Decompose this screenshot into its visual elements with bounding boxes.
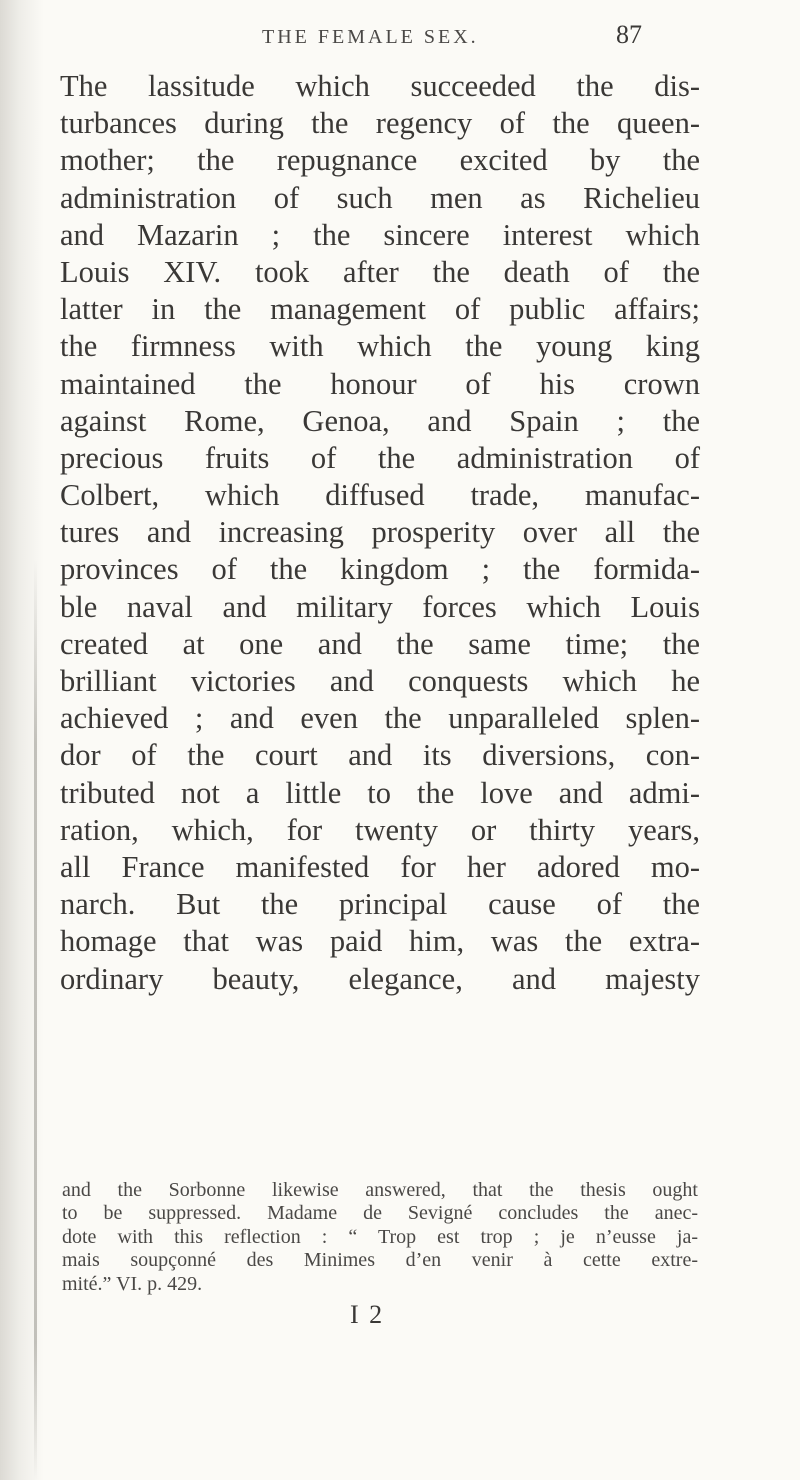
body-line: latter in the management of public affairs; xyxy=(60,292,700,327)
body-line: all France manifested for her adored mo- xyxy=(60,849,700,884)
body-line: narch. But the principal cause of the xyxy=(60,887,700,922)
body-line: turbances during the regency of the queen- xyxy=(60,106,700,141)
body-line: dor of the court and its diversions, con- xyxy=(60,738,700,773)
page-number: 87 xyxy=(616,20,642,49)
body-text xyxy=(60,68,700,998)
body-line: the firmness with which the young king xyxy=(60,329,700,364)
body-line: tures and increasing prosperity over all the xyxy=(60,515,700,550)
body-line: homage that was paid him, was the extra- xyxy=(60,924,700,959)
body-line: ration, which, for twenty or thirty years, xyxy=(60,812,700,847)
body-line: against Rome, Genoa, and Spain ; the xyxy=(60,403,700,438)
body-line: maintained the honour of his crown xyxy=(60,366,700,401)
body-line: precious fruits of the administration of xyxy=(60,440,700,475)
body-line: ble naval and military forces which Louis xyxy=(60,589,700,624)
body-line: ordinary beauty, elegance, and majesty xyxy=(60,961,700,996)
body-line: Colbert, which diffused trade, manufac- xyxy=(60,478,700,513)
body-line: provinces of the kingdom ; the formida- xyxy=(60,552,700,587)
signature-mark: I 2 xyxy=(350,1300,385,1329)
page-gutter-shadow xyxy=(0,0,44,1480)
body-line: administration of such men as Richelieu xyxy=(60,180,700,215)
footnote-line: mais soupçonné des Minimes d’en venir à cette extre- xyxy=(62,1249,698,1272)
body-line: Louis XIV. took after the death of the xyxy=(60,254,700,289)
body-line: and Mazarin ; the sincere interest which xyxy=(60,217,700,252)
footnote-line: dote with this reflection : “ Trop est trop ; je n’eusse ja- xyxy=(62,1225,698,1248)
footnote xyxy=(62,1179,698,1296)
body-line: brilliant victories and conquests which he xyxy=(60,664,700,698)
body-line: mother; the repugnance excited by the xyxy=(60,143,700,178)
footnote-line: and the Sorbonne likewise answered, that the thesis ought xyxy=(62,1179,698,1201)
gutter-edge-line xyxy=(34,560,37,1480)
footnote-line: to be suppressed. Madame de Sevigné concludes the anec- xyxy=(62,1202,698,1225)
body-line: tributed not a little to the love and admi- xyxy=(60,775,700,810)
body-line: created at one and the same time; the xyxy=(60,626,700,661)
running-head-title: THE FEMALE SEX. xyxy=(262,26,479,48)
body-line: achieved ; and even the unparalleled splen- xyxy=(60,701,700,736)
body-line: The lassitude which succeeded the dis- xyxy=(60,69,700,103)
footnote-line: mité.” VI. p. 429. xyxy=(62,1272,203,1295)
running-head xyxy=(0,20,800,54)
